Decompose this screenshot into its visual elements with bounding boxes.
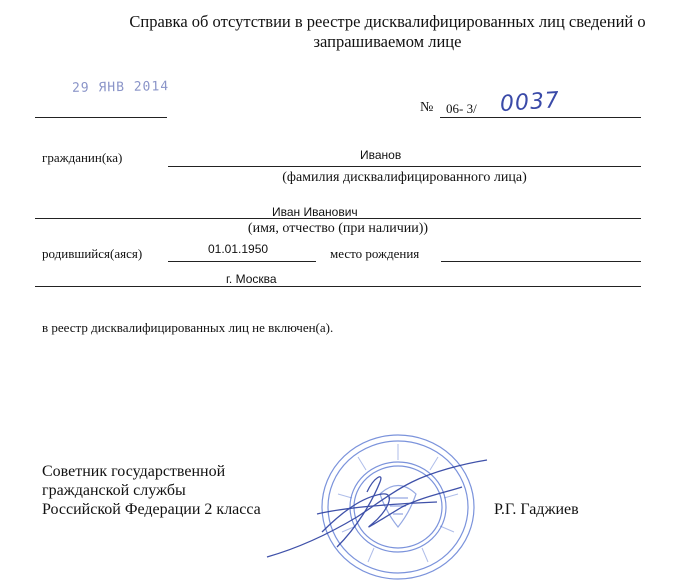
birthplace-line-2: [35, 286, 641, 287]
document-title: Справка об отсутствии в реестре дисквалифицированных лиц сведений о запрашиваемом лице: [129, 12, 646, 51]
name-line: [35, 218, 641, 219]
signatory-name: Р.Г. Гаджиев: [494, 501, 579, 518]
born-label: родившийся(аяся): [42, 246, 143, 261]
date-stamp: 29 ЯНВ 2014: [71, 79, 170, 96]
position-line-3: Российской Федерации 2 класса: [42, 501, 261, 518]
birthplace-value: г. Москва: [226, 272, 277, 286]
signatory-position: [42, 462, 261, 519]
date-line: [35, 117, 167, 118]
name-patronymic-value: Иван Иванович: [272, 205, 358, 219]
birth-date-value: 01.01.1950: [208, 242, 269, 256]
result-text: в реестр дисквалифицированных лиц не включен(а).: [42, 320, 334, 335]
birth-date-line: [168, 261, 316, 262]
number-label: №: [420, 100, 434, 115]
number-line: [440, 117, 641, 118]
surname-caption: (фамилия дисквалифицированного лица): [282, 170, 527, 185]
birthplace-label: место рождения: [330, 246, 420, 261]
citizen-label: гражданин(ка): [42, 150, 123, 165]
surname-line: [168, 166, 641, 167]
position-line-1: Советник государственной: [42, 463, 226, 480]
handwritten-number: 0037: [499, 87, 561, 118]
birthplace-line-1: [441, 261, 641, 262]
signature-icon: [262, 452, 502, 562]
number-prefix: 06- 3/: [446, 101, 477, 116]
position-line-2: гражданской службы: [42, 482, 186, 499]
name-caption: (имя, отчество (при наличии)): [247, 221, 429, 236]
surname-value: Иванов: [360, 148, 402, 162]
